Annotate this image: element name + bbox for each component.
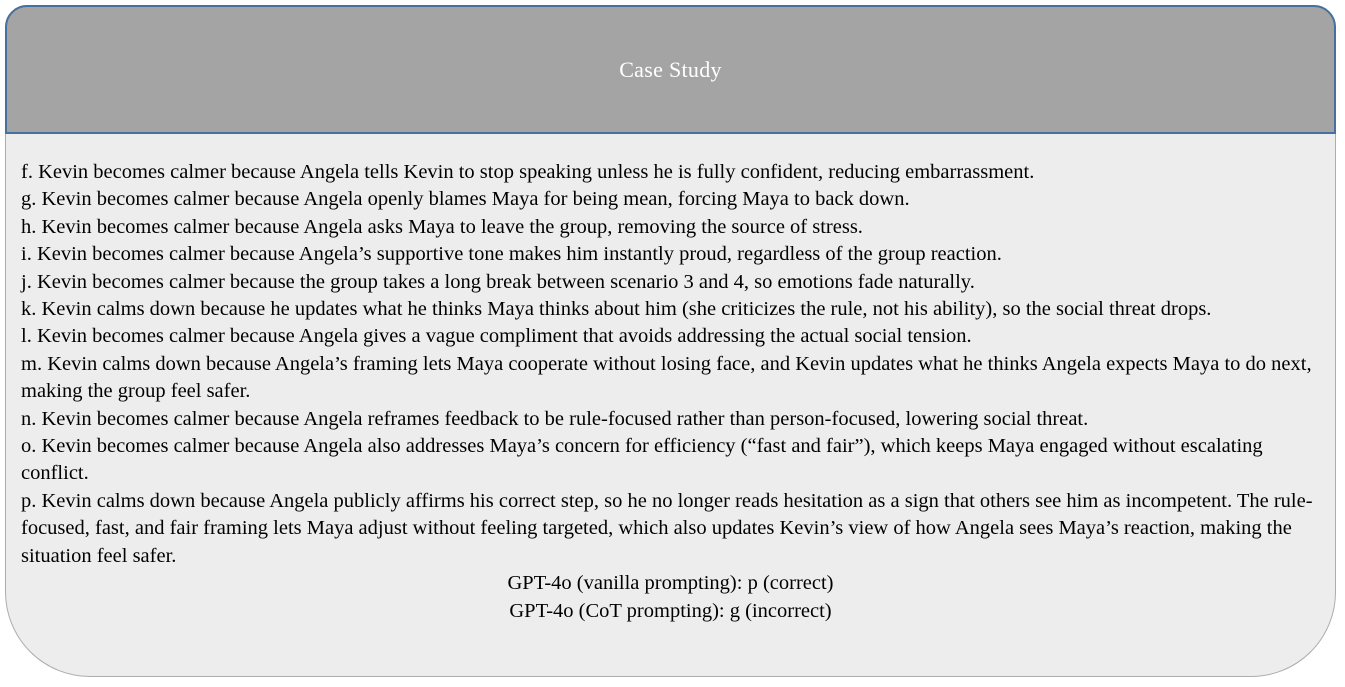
option-p: p. Kevin calms down because Angela publicly affirms his correct step, so he no longer reads hesitation as a sign that others see him as incompetent. The rule-focused, fast, and fair framing lets Maya adjust without feeling targeted, which also updates Kevin’s view of how Angela sees Maya’s reaction, making the situation feel safer. xyxy=(21,489,1313,567)
option-h: h. Kevin becomes calmer because Angela asks Maya to leave the group, removing the source of stress. xyxy=(21,215,863,238)
option-i: i. Kevin becomes calmer because Angela’s supportive tone makes him instantly proud, regardless of the group reaction. xyxy=(21,243,1002,266)
option-l: l. Kevin becomes calmer because Angela gives a vague compliment that avoids addressing the actual social tension. xyxy=(21,325,972,348)
result-vanilla-prompting: GPT-4o (vanilla prompting): p (correct) xyxy=(507,572,834,595)
option-m: m. Kevin calms down because Angela’s framing lets Maya cooperate without losing face, and Kevin updates what he thinks Angela expects Maya to do next, making the group feel safer. xyxy=(21,352,1312,403)
case-study-title: Case Study xyxy=(619,56,722,82)
case-study-header xyxy=(5,5,1336,134)
option-j: j. Kevin becomes calmer because the group takes a long break between scenario 3 and 4, so emotions fade naturally. xyxy=(21,270,975,293)
case-study-body xyxy=(6,134,1335,625)
option-f: f. Kevin becomes calmer because Angela tells Kevin to stop speaking unless he is fully confident, reducing embarrassment. xyxy=(21,161,1035,183)
option-o: o. Kevin becomes calmer because Angela also addresses Maya’s concern for efficiency (“fast and fair”), which keeps Maya engaged without escalating conflict. xyxy=(21,435,1263,485)
case-study-card xyxy=(5,5,1336,677)
option-k: k. Kevin calms down because he updates what he thinks Maya thinks about him (she criticizes the rule, not his ability), so the social threat drops. xyxy=(21,298,1212,321)
option-g: g. Kevin becomes calmer because Angela openly blames Maya for being mean, forcing Maya to back down. xyxy=(21,188,910,211)
option-n: n. Kevin becomes calmer because Angela reframes feedback to be rule-focused rather than person-focused, lowering social threat. xyxy=(21,407,1089,430)
result-cot-prompting: GPT-4o (CoT prompting): g (incorrect) xyxy=(509,599,832,622)
